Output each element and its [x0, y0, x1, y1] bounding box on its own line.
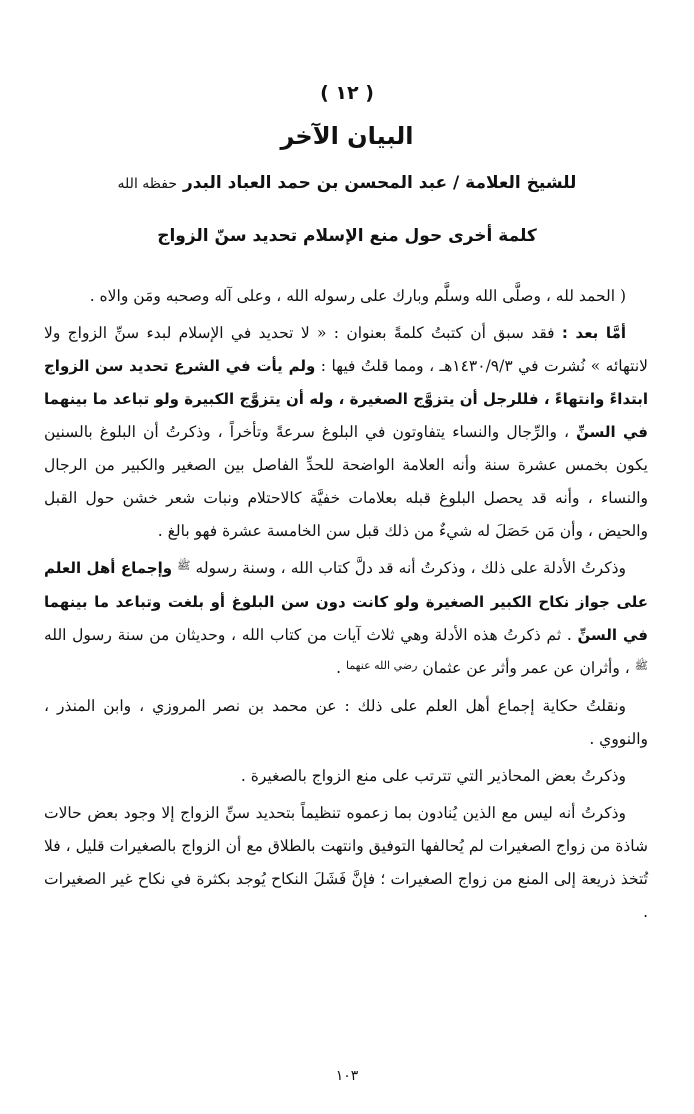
quoted-ruling: ولم يأت في الشرع تحديد سن الزواج ابتداءً وانتهاءً ، فللرجل أن يتزوَّج الصغيرة ، وله أن يتزوَّج الكبيرة ولو تباعد ما بينهما في السنِّ [44, 357, 648, 441]
athar-list: ، وأثران عن عمر وأثر عن عثمان [422, 659, 630, 677]
consensus-statement: وإجماع أهل العلم على جواز نكاح الكبير الصغيرة ولو كانت دون سن البلوغ أو بلغت وتباعد ما بينهما في السنِّ [44, 559, 648, 644]
previous-article-ref: فقد سبق أن كتبتُ كلمةً بعنوان : « لا تحديد في الإسلام لبدء سنِّ الزواج ولا لانتهائه » نُشرت في ١٤٣٠/٩/٣هـ ، ومما قلتُ فيها : [44, 324, 648, 375]
chapter-subtitle: كلمة أخرى حول منع الإسلام تحديد سنّ الزواج [157, 226, 537, 246]
puberty-explanation: ، والرِّجال والنساء يتفاوتون في البلوغ سرعةً وتأخراً ، وذكرتُ أن البلوغ بالسنين يكون بخمس عشرة سنة وأنه العلامة الواضحة للحدِّ الفاصل بين الصغير والكبير من الرجال والنساء ، وأنه قد يحصل البلوغ قبله بعلامات خفيَّة كالاحتلام ونبات شعر خشن حول القبل والحيض ، وأن مَن حَصَلَ له شيءٌ من ذلك قبل سن الخامسة عشرة فهو بالغ . [44, 423, 648, 540]
chapter-number: ( ١٢ ) [320, 82, 374, 104]
author-line [40, 168, 654, 199]
author-name: للشيخ العلامة / عبد المحسن بن حمد العباد البدر [182, 173, 577, 193]
evidence-intro: وذكرتُ الأدلة على ذلك ، وذكرتُ أنه قد دلَّ كتاب الله ، وسنة رسوله [195, 559, 626, 577]
companion-honorific: رضي الله عنهما [345, 659, 418, 672]
page-number: ١٠٣ [335, 1068, 359, 1084]
paragraph-opening: ( الحمد لله ، وصلَّى الله وسلَّم وبارك على رسوله الله ، وعلى آله وصحبه ومَن والاه . [89, 287, 626, 305]
evidence-list: . ثم ذكرتُ هذه الأدلة وهي ثلاث آيات من كتاب الله ، وحديثان من سنة رسول الله [44, 626, 572, 644]
paragraph-warnings: وذكرتُ بعض المحاذير التي تترتب على منع الزواج بالصغيرة . [240, 767, 626, 785]
paragraph-consensus: ونقلتُ حكاية إجماع أهل العلم على ذلك : عن محمد بن نصر المروزي ، وابن المنذر ، والنووي . [44, 697, 648, 748]
body-text [44, 280, 648, 929]
paragraph-conclusion: وذكرتُ أنه ليس مع الذين يُنادون بما زعموه تنظيماً بتحديد سنِّ الزواج إلا وجود بعض حالات شاذة من زواج الصغيرات لم يُحالفها التوفيق وانتهت بالطلاق مع أن الزواج بالصغيرات قليل ، فلا تُتخذ ذريعة إلى المنع من زواج الصغيرات ؛ فإنَّ فَشَلَ النكاح يُوجد بكثرة في نكاح غير الصغيرات . [44, 804, 648, 921]
salutation-mark: ﷺ [634, 659, 648, 672]
paragraph-amma-bad [44, 317, 648, 548]
salutation-mark: ﷺ [177, 559, 191, 572]
chapter-header [40, 80, 654, 251]
paragraph-evidence [44, 552, 648, 686]
chapter-title: البيان الآخر [280, 122, 414, 150]
period: . [336, 659, 342, 677]
author-honorific: حفظه الله [117, 176, 178, 192]
amma-bad-lead: أمَّا بعد : [561, 324, 626, 342]
